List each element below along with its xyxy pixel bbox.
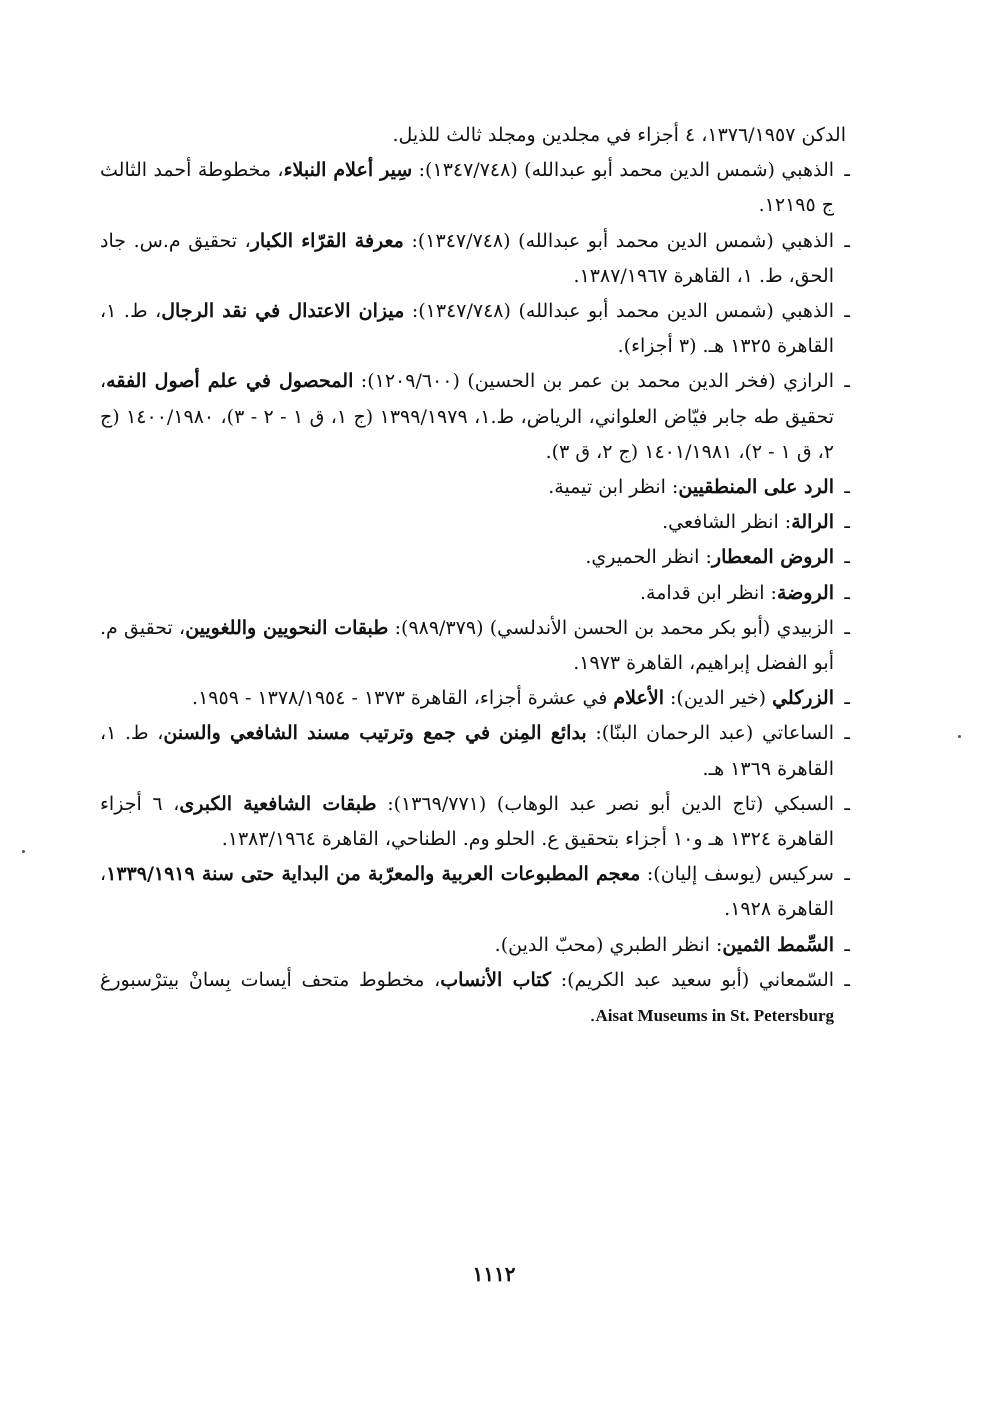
- entry-title: كتاب الأنساب: [440, 968, 552, 991]
- entry-text: : انظر ابن تيمية.: [548, 476, 679, 499]
- entry-title: بدائع المِنن في جمع وترتيب مسند الشافعي والسنن: [163, 722, 587, 745]
- entry-dash: ـ: [844, 546, 850, 569]
- entry-text: سركيس (يوسف إليان):: [640, 863, 834, 886]
- entry-text: ، تحقيق م. أبو الفضل إبراهيم، القاهرة ١٩٧٣.: [100, 616, 834, 675]
- bibliography-entry: [100, 787, 850, 857]
- entry-text: الساعاتي (عبد الرحمان البنّا):: [586, 722, 835, 745]
- bibliography-entry: [100, 364, 850, 470]
- entry-text: .: [589, 1004, 596, 1027]
- entry-text: الذهبي (شمس الدين محمد أبو عبدالله) (١٣٤٧/٧٤٨):: [412, 159, 835, 182]
- entry-dash: ـ: [844, 863, 850, 886]
- bibliography-entry: [100, 681, 850, 716]
- entry-dash: ـ: [844, 687, 850, 710]
- bibliography-entry: [100, 857, 850, 927]
- entry-dash: ـ: [844, 229, 850, 252]
- entry-title: معجم المطبوعات العربية والمعرّبة من البداية حتى سنة ١٣٣٩/١٩١٩: [106, 863, 641, 886]
- entry-text: الذهبي (شمس الدين محمد أبو عبدالله) (١٣٤٧/٧٤٨):: [403, 229, 834, 252]
- bibliography-entry: [100, 928, 850, 963]
- margin-dot: [22, 850, 25, 853]
- entry-text: ، مخطوط متحف أيسات بِسانْ بيترْسبورغ: [100, 968, 441, 991]
- entry-dash: ـ: [844, 792, 850, 815]
- entry-text: الرازي (فخر الدين محمد بن عمر بن الحسين) (١٢٠٩/٦٠٠):: [353, 370, 834, 393]
- bibliography-entry: [100, 118, 846, 153]
- bibliography-entry: [100, 611, 850, 681]
- entry-text: السّمعاني (أبو سعيد عبد الكريم):: [551, 968, 835, 991]
- entry-title: الروضة: [776, 581, 834, 604]
- entry-title: طبقات الشافعية الكبرى: [179, 792, 377, 815]
- entry-dash: ـ: [844, 370, 850, 393]
- entry-text: ، تحقيق طه جابر فيّاض العلواني، الرياض، ط.١، ١٣٩٩/١٩٧٩ (ج ١، ق ١ - ٢ - ٣)، ١٤٠٠/١٩٨٠ (ج ٢، ق ١ - ٢)، ١٤٠١/١٩٨١ (ج ٢، ق ٣).: [100, 370, 835, 463]
- entry-dash: ـ: [844, 581, 850, 604]
- entry-title: الزركلي: [772, 687, 834, 710]
- entry-text: الزبيدي (أبو بكر محمد بن الحسن الأندلسي) (٩٨٩/٣٧٩):: [388, 616, 834, 639]
- entry-text: ، تحقيق م.س. جاد الحق، ط. ١، القاهرة ١٣٨٧/١٩٦٧.: [100, 229, 834, 287]
- entry-text: (خير الدين):: [663, 687, 773, 710]
- entry-title: معرفة القرّاء الكبار: [250, 229, 404, 252]
- bibliography-entry: [100, 540, 850, 575]
- entry-title: سِير أعلام النبلاء: [283, 159, 413, 182]
- bibliography-entry: [100, 224, 850, 294]
- entry-dash: ـ: [844, 933, 850, 956]
- entry-text: : انظر الشافعي.: [662, 511, 792, 534]
- bibliography-entry: [100, 505, 850, 540]
- entry-dash: ـ: [844, 159, 850, 182]
- bibliography-entry: [100, 470, 850, 505]
- entry-title: طبقات النحويين واللغويين: [185, 616, 389, 639]
- entry-dash: ـ: [844, 511, 850, 534]
- entry-title: الرالة: [791, 511, 834, 534]
- page-number: ١١١٢: [472, 1262, 516, 1286]
- entry-text: في عشرة أجزاء، القاهرة ١٣٧٣ - ١٣٧٨/١٩٥٤ - ١٩٥٩.: [192, 687, 614, 710]
- entry-title: السِّمط الثمين: [722, 933, 834, 956]
- entry-text: ، القاهرة ١٩٢٨.: [100, 863, 834, 921]
- entry-title: ميزان الاعتدال في نقد الرجال: [161, 300, 405, 323]
- entry-text: ، ط. ١، القاهرة ١٣٢٥ هـ. (٣ أجزاء).: [100, 300, 834, 358]
- entry-text: : انظر ابن قدامة.: [640, 581, 777, 604]
- entry-text: ، ط. ١، القاهرة ١٣٦٩ هـ.: [100, 722, 834, 780]
- entry-text: ، ٦ أجزاء القاهرة ١٣٢٤ هـ و١٠ أجزاء بتحقيق ع. الحلو وم. الطناحي، القاهرة ١٣٨٣/١٩٦٤.: [100, 792, 834, 851]
- entry-text: الذهبي (شمس الدين محمد أبو عبدالله) (١٣٤٧/٧٤٨):: [404, 300, 834, 323]
- entry-dash: ـ: [844, 968, 850, 991]
- entry-title: الرد على المنطقيين: [678, 476, 834, 499]
- bibliography-entry: [100, 294, 850, 364]
- entry-dash: ـ: [844, 476, 850, 499]
- bibliography-entry: [100, 576, 850, 611]
- entry-dash: ـ: [844, 300, 850, 323]
- margin-dot: [958, 735, 961, 738]
- entry-dash: ـ: [844, 616, 850, 639]
- entry-text: الدكن ١٣٧٦/١٩٥٧، ٤ أجزاء في مجلدين ومجلد ثالث للذيل.: [392, 124, 846, 146]
- entry-dash: ـ: [844, 722, 850, 745]
- entry-text: : انظر الحميري.: [585, 546, 712, 569]
- bibliography-entry: [100, 963, 850, 1033]
- entry-text: السبكي (تاج الدين أبو نصر عبد الوهاب) (١٣٦٩/٧٧١):: [376, 792, 835, 815]
- entry-title: المحصول في علم أصول الفقه: [106, 370, 354, 393]
- bibliography-page: [100, 118, 850, 1033]
- entry-latin-text: Aisat Museums in St. Petersburg: [595, 1006, 834, 1026]
- bibliography-entry: [100, 716, 850, 786]
- entry-title: الروض المعطار: [711, 546, 834, 569]
- entry-text: ، مخطوطة أحمد الثالث ج ١٢١٩٥.: [100, 159, 834, 217]
- entry-title: الأعلام: [613, 687, 664, 710]
- entry-text: : انظر الطبري (محبّ الدين).: [494, 933, 723, 956]
- bibliography-entry: [100, 153, 850, 223]
